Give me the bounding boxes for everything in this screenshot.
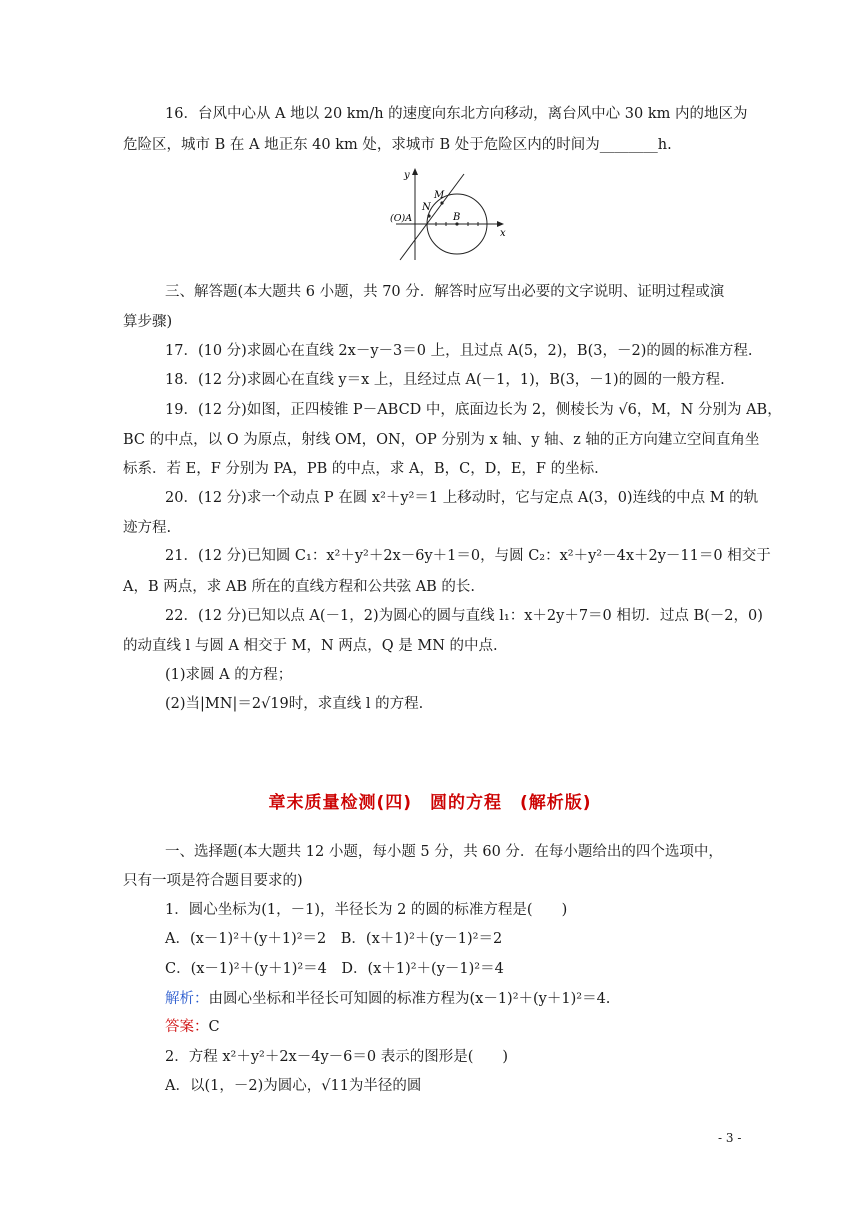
- q16-line2: 危险区，城市 B 在 A 地正东 40 km 处，求城市 B 处于危险区内的时间为________h.: [123, 137, 672, 153]
- y-axis-arrow: [412, 168, 418, 175]
- q21-line1: 21．(12 分)已知圆 C₁：x²＋y²＋2x－6y＋1＝0，与圆 C₂：x²＋y²－4x＋2y－11＝0 相交于: [165, 548, 771, 564]
- a2-option-a: A．以(1，－2)为圆心，√11为半径的圆: [165, 1078, 422, 1094]
- a1-options-ab: A．(x－1)²＋(y＋1)²＝2 B．(x＋1)²＋(y－1)²＝2: [165, 931, 503, 947]
- q19-line2: BC 的中点，以 O 为原点，射线 OM，ON，OP 分别为 x 轴、y 轴、z 轴的正方向建立空间直角坐: [123, 432, 760, 448]
- answer-label: 答案：: [165, 1019, 209, 1035]
- a1-analysis: [165, 989, 610, 1009]
- q22-line2: 的动直线 l 与圆 A 相交于 M，N 两点，Q 是 MN 的中点.: [123, 638, 498, 654]
- section1-line1: 一、选择题(本大题共 12 小题，每小题 5 分，共 60 分．在每小题给出的四个选项中，: [165, 844, 723, 860]
- q22-sub1: (1)求圆 A 的方程；: [165, 667, 293, 683]
- label-n: N: [422, 202, 431, 213]
- q21-line2: A，B 两点，求 AB 所在的直线方程和公共弦 AB 的长.: [123, 579, 476, 595]
- analysis-text: 由圆心坐标和半径长可知圆的标准方程为(x－1)²＋(y＋1)²＝4.: [208, 991, 611, 1007]
- q22-line1: 22．(12 分)已知以点 A(－1，2)为圆心的圆与直线 l₁：x＋2y＋7＝0 相切．过点 B(－2，0): [165, 608, 763, 624]
- answer-text: C: [208, 1019, 220, 1035]
- a1-options-cd: C．(x－1)²＋(y＋1)²＝4 D．(x＋1)²＋(y－1)²＝4: [165, 961, 504, 977]
- q22-sub2: (2)当|MN|＝2√19时，求直线 l 的方程.: [165, 696, 424, 712]
- q20-line2: 迹方程.: [123, 520, 172, 536]
- a1-stem: 1．圆心坐标为(1，－1)，半径长为 2 的圆的标准方程是( ): [165, 902, 568, 918]
- label-b: B: [453, 212, 461, 223]
- page-number: - 3 -: [718, 1131, 742, 1145]
- a1-answer: [165, 1017, 220, 1037]
- q17: 17．(10 分)求圆心在直线 2x－y－3＝0 上，且过点 A(5，2)，B(3，－2)的圆的标准方程.: [165, 343, 753, 359]
- x-axis-arrow: [497, 221, 504, 227]
- q20-line1: 20．(12 分)求一个动点 P 在圆 x²＋y²＝1 上移动时，它与定点 A(3，0)连线的中点 M 的轨: [165, 490, 759, 506]
- point-n: [427, 214, 430, 217]
- answer-section-title: 章末质量检测(四) 圆的方程 (解析版): [268, 793, 592, 813]
- label-oa: (O)A: [390, 213, 413, 224]
- typhoon-diagram: [390, 164, 510, 264]
- q18: 18．(12 分)求圆心在直线 y＝x 上，且经过点 A(－1，1)，B(3，－1)的圆的一般方程.: [165, 372, 725, 388]
- label-x: x: [500, 228, 506, 239]
- q16-line1: 16．台风中心从 A 地以 20 km/h 的速度向东北方向移动，离台风中心 30 km 内的地区为: [165, 106, 748, 122]
- point-m: [440, 201, 443, 204]
- analysis-label: 解析：: [165, 991, 209, 1007]
- q19-line3: 标系．若 E，F 分别为 PA，PB 的中点，求 A，B，C，D，E，F 的坐标.: [123, 461, 599, 477]
- label-y: y: [404, 170, 410, 181]
- a2-stem: 2．方程 x²＋y²＋2x－4y－6＝0 表示的图形是( ): [165, 1049, 509, 1065]
- section1-line2: 只有一项是符合题目要求的): [123, 873, 303, 889]
- section3-line2: 算步骤): [123, 314, 173, 330]
- label-m: M: [434, 190, 445, 201]
- section3-line1: 三、解答题(本大题共 6 小题，共 70 分．解答时应写出必要的文字说明、证明过程或演: [165, 284, 725, 300]
- q19-line1: 19．(12 分)如图，正四棱锥 P－ABCD 中，底面边长为 2，侧棱长为 √6，M，N 分别为 AB，: [165, 402, 782, 418]
